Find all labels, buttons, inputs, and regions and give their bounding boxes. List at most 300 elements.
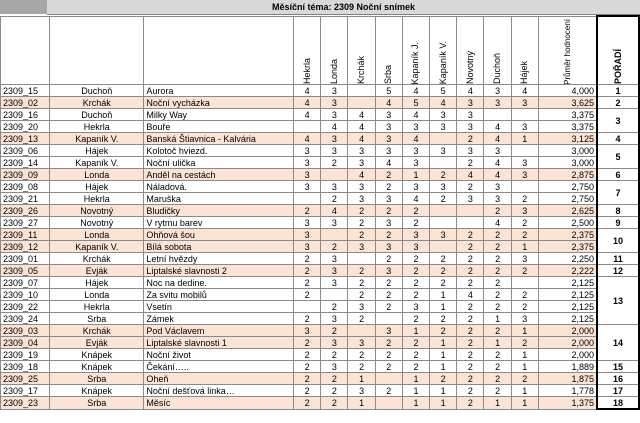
score-cell [294,301,321,313]
score-cell: 3 [321,277,348,289]
photo-name-cell: Noční život [144,349,294,361]
score-cell: 3 [348,241,375,253]
score-cell: 2 [511,301,538,313]
score-cell: 3 [511,169,538,181]
score-cell: 2 [375,205,402,217]
author-cell: Londa [50,169,144,181]
rank-cell: 2 [597,97,639,109]
score-cell: 2 [430,373,457,385]
score-cell: 2 [511,193,538,205]
score-cell: 2 [484,325,511,337]
score-cell: 3 [511,97,538,109]
score-cell: 3 [294,229,321,241]
average-cell: 2,222 [538,265,597,277]
score-cell: 4 [402,109,429,121]
score-cell: 3 [457,109,484,121]
score-cell: 1 [348,373,375,385]
author-cell: Srba [50,397,144,410]
score-cell: 3 [294,241,321,253]
score-cell: 3 [484,97,511,109]
photo-name-cell: V rytmu barev [144,217,294,229]
title-corner [0,0,48,14]
score-cell: 4 [484,133,511,145]
score-cell: 5 [430,85,457,97]
score-cell: 3 [294,181,321,193]
score-cell: 2 [321,373,348,385]
header-name [144,16,294,85]
score-cell: 2 [294,289,321,301]
header-average: Průměr hodnocení [538,16,597,85]
score-cell: 2 [511,373,538,385]
table-row [1,109,640,121]
score-cell: 4 [375,97,402,109]
score-cell: 2 [294,265,321,277]
score-cell: 1 [511,361,538,373]
score-cell: 2 [457,373,484,385]
score-cell: 4 [511,85,538,97]
score-cell: 1 [484,337,511,349]
score-cell: 3 [375,241,402,253]
average-cell: 3,375 [538,109,597,121]
score-cell: 2 [484,241,511,253]
score-cell: 3 [375,109,402,121]
rank-cell: 13 [597,277,639,325]
score-cell: 3 [375,193,402,205]
average-cell: 2,125 [538,313,597,325]
score-cell: 2 [294,373,321,385]
author-cell: Kapaník V. [50,241,144,253]
photo-id-cell: 2309_13 [1,133,50,145]
score-cell: 3 [348,337,375,349]
score-cell: 1 [511,133,538,145]
score-cell: 2 [484,289,511,301]
score-cell: 2 [321,241,348,253]
header-rank: POŘADÍ [597,16,639,85]
author-cell: Londa [50,289,144,301]
author-cell: Srba [50,313,144,325]
score-cell [511,277,538,289]
photo-name-cell: Liptalské slavnosti 1 [144,337,294,349]
score-cell: 2 [484,373,511,385]
table-row [1,253,640,265]
average-cell: 2,250 [538,253,597,265]
score-cell: 3 [457,121,484,133]
score-cell [294,121,321,133]
average-cell: 2,500 [538,217,597,229]
photo-id-cell: 2309_09 [1,169,50,181]
score-cell: 2 [430,325,457,337]
table-row [1,277,640,289]
score-cell: 2 [375,277,402,289]
average-cell: 2,000 [538,349,597,361]
score-cell: 1 [430,361,457,373]
score-cell: 2 [348,217,375,229]
photo-id-cell: 2309_11 [1,229,50,241]
author-cell: Novotný [50,205,144,217]
header-londa: Londa [321,16,348,85]
table-row [1,229,640,241]
score-cell: 3 [430,145,457,157]
score-cell [430,217,457,229]
score-cell: 2 [348,289,375,301]
score-cell: 3 [402,229,429,241]
photo-id-cell: 2309_25 [1,373,50,385]
average-cell: 2,000 [538,325,597,337]
score-cell: 2 [430,277,457,289]
score-cell: 3 [402,301,429,313]
table-row [1,361,640,373]
average-cell: 2,625 [538,205,597,217]
average-cell: 2,125 [538,301,597,313]
score-cell: 2 [402,205,429,217]
score-cell: 2 [484,205,511,217]
score-cell [375,397,402,410]
score-cell: 2 [402,361,429,373]
score-cell: 4 [484,157,511,169]
score-cell: 2 [294,397,321,410]
score-cell: 1 [511,349,538,361]
score-cell: 2 [457,157,484,169]
score-cell: 2 [430,265,457,277]
score-cell: 2 [402,337,429,349]
score-cell: 4 [457,169,484,181]
score-cell: 3 [402,121,429,133]
table-body [1,85,640,410]
score-cell: 4 [294,133,321,145]
author-cell: Krchák [50,97,144,109]
table-row [1,325,640,337]
photo-name-cell: Čekání….. [144,361,294,373]
score-cell: 4 [321,205,348,217]
score-cell: 2 [484,229,511,241]
average-cell: 1,875 [538,373,597,385]
score-cell: 3 [321,85,348,97]
photo-name-cell: Vsetín [144,301,294,313]
score-cell: 2 [511,337,538,349]
score-cell: 1 [511,385,538,397]
photo-id-cell: 2309_07 [1,277,50,289]
average-cell: 2,125 [538,277,597,289]
table-row [1,121,640,133]
rank-cell: 12 [597,265,639,277]
score-cell: 2 [430,253,457,265]
score-cell: 3 [484,145,511,157]
score-cell: 3 [321,361,348,373]
score-cell: 2 [375,289,402,301]
photo-name-cell: Měsíc [144,397,294,410]
score-cell: 1 [348,397,375,410]
score-cell: 4 [402,133,429,145]
table-row [1,145,640,157]
score-cell: 3 [430,229,457,241]
score-cell: 2 [348,313,375,325]
score-cell: 2 [321,397,348,410]
score-cell: 1 [430,385,457,397]
score-cell: 4 [430,97,457,109]
results-table [0,15,640,410]
average-cell: 2,750 [538,193,597,205]
score-cell: 2 [402,289,429,301]
photo-id-cell: 2309_21 [1,193,50,205]
score-cell: 4 [294,85,321,97]
header-kapanik-j: Kapaník J. [402,16,429,85]
photo-name-cell: Ohňová šou [144,229,294,241]
score-cell: 3 [402,157,429,169]
score-cell: 3 [294,217,321,229]
photo-name-cell: Milky Way [144,109,294,121]
score-cell: 2 [375,361,402,373]
score-cell: 4 [484,121,511,133]
score-cell: 2 [457,253,484,265]
average-cell: 4,000 [538,85,597,97]
score-cell: 2 [375,169,402,181]
table-row [1,313,640,325]
score-cell: 2 [348,349,375,361]
average-cell: 1,889 [538,361,597,373]
score-cell: 2 [294,361,321,373]
table-row [1,217,640,229]
score-cell: 1 [402,169,429,181]
table-row [1,205,640,217]
average-cell: 2,000 [538,337,597,349]
score-cell: 4 [294,97,321,109]
score-cell: 2 [294,313,321,325]
author-cell: Hájek [50,145,144,157]
score-cell: 4 [457,289,484,301]
score-cell [457,205,484,217]
score-cell [511,181,538,193]
score-cell [375,373,402,385]
average-cell: 3,125 [538,133,597,145]
table-row [1,181,640,193]
photo-id-cell: 2309_23 [1,397,50,410]
score-cell: 2 [294,349,321,361]
score-cell: 2 [402,277,429,289]
author-cell: Hekrla [50,193,144,205]
score-cell: 4 [402,85,429,97]
table-row [1,301,640,313]
author-cell: Hájek [50,181,144,193]
score-cell [321,229,348,241]
score-cell: 2 [375,301,402,313]
score-cell [430,205,457,217]
photo-name-cell: Náladová. [144,181,294,193]
table-row [1,373,640,385]
score-cell: 3 [321,253,348,265]
score-cell: 3 [294,325,321,337]
score-cell: 4 [348,121,375,133]
score-cell: 2 [348,205,375,217]
score-cell: 3 [321,181,348,193]
photo-id-cell: 2309_10 [1,289,50,301]
author-cell: Knápek [50,385,144,397]
score-cell: 3 [321,133,348,145]
photo-name-cell: Liptalské slavnosti 2 [144,265,294,277]
photo-name-cell: Pod Václavem [144,325,294,337]
rank-cell: 1 [597,85,639,97]
score-cell [511,109,538,121]
score-cell: 2 [457,337,484,349]
score-cell: 3 [484,193,511,205]
author-cell: Duchoň [50,109,144,121]
author-cell: Hekrla [50,301,144,313]
header-duchon: Duchoň [484,16,511,85]
average-cell: 2,125 [538,289,597,301]
score-cell: 2 [375,385,402,397]
header-author [50,16,144,85]
score-cell: 2 [375,337,402,349]
table-row [1,349,640,361]
author-cell: Krchák [50,325,144,337]
average-cell: 1,778 [538,385,597,397]
score-cell: 3 [321,217,348,229]
photo-name-cell: Maruška [144,193,294,205]
score-cell: 2 [321,157,348,169]
photo-name-cell: Noční vycházka [144,97,294,109]
table-row [1,85,640,97]
rank-cell: 14 [597,325,639,361]
score-cell: 2 [375,229,402,241]
score-cell: 2 [375,349,402,361]
score-cell [375,313,402,325]
score-cell: 3 [348,301,375,313]
score-cell: 2 [294,205,321,217]
score-cell: 2 [511,265,538,277]
author-cell: Hekrla [50,121,144,133]
average-cell: 3,625 [538,97,597,109]
score-cell: 1 [402,397,429,410]
score-cell: 4 [457,85,484,97]
score-cell: 1 [511,397,538,410]
score-cell: 2 [457,301,484,313]
table-row [1,289,640,301]
score-cell: 5 [375,85,402,97]
score-cell: 2 [457,229,484,241]
score-cell: 2 [484,277,511,289]
score-cell: 2 [402,253,429,265]
rank-cell: 18 [597,397,639,410]
score-cell: 2 [457,349,484,361]
average-cell: 2,375 [538,229,597,241]
score-cell: 2 [348,277,375,289]
photo-id-cell: 2309_04 [1,337,50,349]
photo-name-cell: Zámek [144,313,294,325]
score-cell [294,193,321,205]
score-cell: 1 [430,289,457,301]
photo-id-cell: 2309_15 [1,85,50,97]
score-cell: 1 [402,385,429,397]
photo-name-cell: Kolotoč hviezd. [144,145,294,157]
score-cell: 3 [375,265,402,277]
title-bar [0,0,640,15]
score-cell: 2 [457,277,484,289]
score-cell [321,169,348,181]
score-cell: 2 [321,349,348,361]
average-cell: 3,000 [538,157,597,169]
rank-cell: 15 [597,361,639,373]
score-cell: 2 [375,181,402,193]
table-row [1,157,640,169]
score-cell: 3 [511,313,538,325]
average-cell: 1,375 [538,397,597,410]
rank-cell: 17 [597,385,639,397]
score-cell: 3 [484,85,511,97]
score-cell: 2 [457,241,484,253]
author-cell: Hájek [50,277,144,289]
score-cell [348,325,375,337]
photo-name-cell: Anděl na cestách [144,169,294,181]
score-cell: 3 [511,121,538,133]
score-cell: 3 [348,157,375,169]
score-cell: 3 [511,205,538,217]
score-cell: 2 [511,229,538,241]
photo-id-cell: 2309_18 [1,361,50,373]
score-cell: 3 [294,157,321,169]
rank-cell: 8 [597,205,639,217]
score-cell: 3 [375,133,402,145]
photo-name-cell: Noční dešťová linka… [144,385,294,397]
score-cell: 2 [402,349,429,361]
score-cell: 3 [484,181,511,193]
score-cell: 1 [484,397,511,410]
table-row [1,265,640,277]
score-cell: 4 [484,169,511,181]
score-cell [430,241,457,253]
score-cell: 3 [321,145,348,157]
score-cell: 3 [348,181,375,193]
photo-id-cell: 2309_02 [1,97,50,109]
score-cell: 2 [457,133,484,145]
author-cell: Srba [50,373,144,385]
score-cell: 2 [402,313,429,325]
score-cell: 3 [457,97,484,109]
author-cell: Londa [50,229,144,241]
score-cell: 1 [430,349,457,361]
photo-id-cell: 2309_26 [1,205,50,217]
photo-id-cell: 2309_16 [1,109,50,121]
photo-name-cell: Noc na dedine. [144,277,294,289]
author-cell: Kapaník V. [50,133,144,145]
score-cell: 2 [484,301,511,313]
photo-id-cell: 2309_22 [1,301,50,313]
score-cell [430,157,457,169]
score-cell: 4 [321,121,348,133]
photo-id-cell: 2309_19 [1,349,50,361]
score-cell: 2 [430,169,457,181]
author-cell: Evják [50,265,144,277]
score-cell: 2 [348,229,375,241]
score-cell: 2 [321,325,348,337]
author-cell: Knápek [50,349,144,361]
author-cell: Krchák [50,253,144,265]
score-cell: 2 [457,265,484,277]
score-cell: 2 [321,385,348,397]
score-cell [348,97,375,109]
score-cell: 4 [348,109,375,121]
average-cell: 3,000 [538,145,597,157]
rank-cell: 5 [597,145,639,169]
photo-id-cell: 2309_01 [1,253,50,265]
score-cell: 2 [294,385,321,397]
header-row [1,16,640,85]
table-row [1,337,640,349]
score-cell: 2 [457,361,484,373]
score-cell: 2 [321,193,348,205]
score-cell: 2 [484,349,511,361]
score-cell: 3 [321,313,348,325]
score-cell [348,85,375,97]
rank-cell: 11 [597,253,639,265]
